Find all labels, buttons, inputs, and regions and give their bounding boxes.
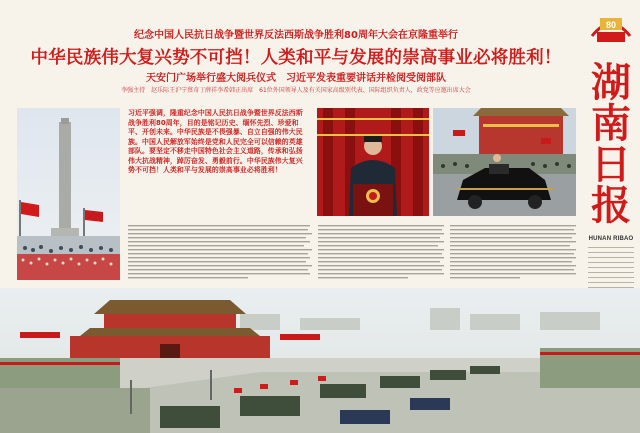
attendees-byline: 李强主持 赵乐际王沪宁蔡奇丁薛祥李希韩正出席 61位外国领导人及有关国家高级别代表、国际组织负责人，政党等应邀出席大会 (121, 87, 471, 94)
parade-car-photo (433, 108, 576, 216)
kicker-headline: 纪念中国人民抗日战争暨世界反法西斯战争胜利80周年大会在京隆重举行 (134, 30, 458, 41)
title-char: 湖 (591, 59, 631, 106)
speaker-photo (317, 108, 429, 216)
title-char: 南 (591, 100, 631, 147)
title-char: 日 (591, 141, 631, 188)
subheadline: 天安门广场举行盛大阅兵仪式 习近平发表重要讲话并检阅受阅部队 (146, 73, 446, 84)
newspaper-pinyin: HUNAN RIBAO (588, 236, 634, 242)
text-lines (128, 224, 314, 282)
title-char: 报 (591, 182, 631, 229)
logo-number: 80 (605, 20, 617, 30)
body-text-column (318, 224, 446, 282)
tiananmen-square-panorama (0, 288, 640, 433)
anniversary-logo-icon (588, 6, 634, 46)
text-lines (318, 224, 446, 282)
text-lines (450, 224, 578, 282)
body-text-column (128, 224, 314, 282)
newspaper-title (588, 59, 634, 232)
body-text-column (450, 224, 578, 282)
main-headline: 中华民族伟大复兴势不可挡！人类和平与发展的崇高事业必将胜利！ (30, 48, 562, 68)
lead-article: 习近平强调，隆重纪念中国人民抗日战争暨世界反法西斯战争胜利80周年，目的是铭记历史、缅怀先烈、珍爱和平、开创未来。中华民族是不畏强暴、自立自强的伟大民族。中国人民解放军始终是党和人民完全可以信赖的英雄部队。要坚定不移走中国特色社会主义道路，传承和弘扬伟大抗战精神，踔厉奋发、勇毅前行。中华民族伟大复兴势不可挡！人类和平与发展的崇高事业必将胜利！ (128, 109, 303, 174)
monument-photo (17, 108, 120, 280)
